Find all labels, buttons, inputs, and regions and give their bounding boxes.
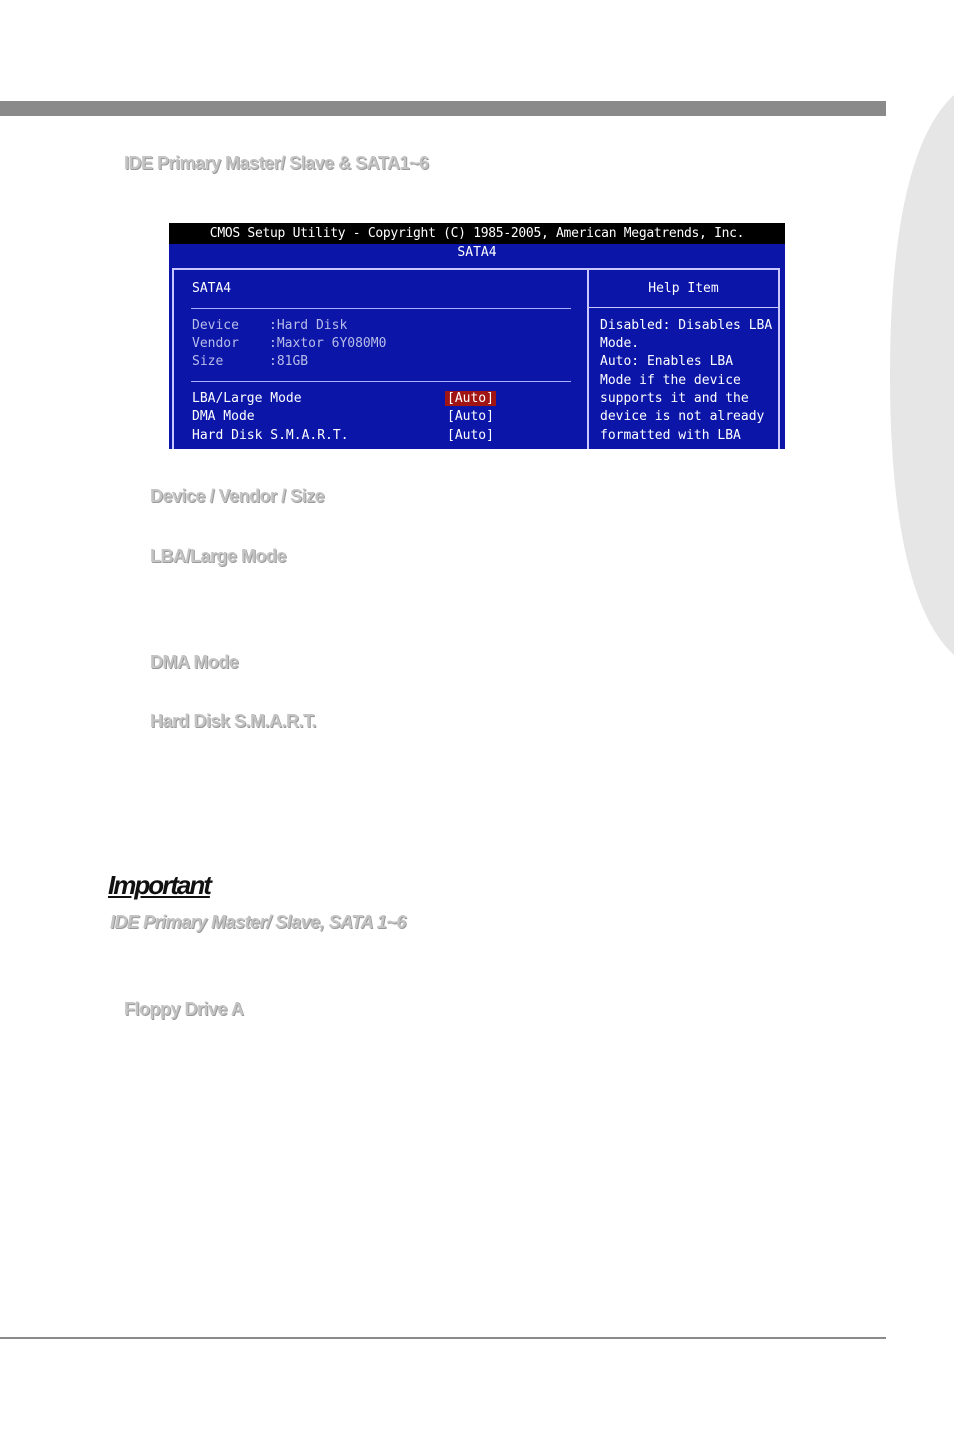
bios-rule-top <box>191 308 571 309</box>
bios-info-value-vendor: :Maxtor 6Y080M0 <box>269 336 387 351</box>
bios-help-line: Auto: Enables LBA <box>600 354 734 369</box>
bios-info-label-device: Device <box>192 318 239 333</box>
bios-screenshot <box>169 223 785 449</box>
bios-info-value-size: :81GB <box>269 354 309 369</box>
item-heading-hard-disk-smart: Hard Disk S.M.A.R.T. <box>150 711 317 731</box>
bios-header-title: CMOS Setup Utility - Copyright (C) 1985-2005, American Megatrends, Inc. <box>209 226 745 241</box>
bios-rule-bottom <box>191 381 571 382</box>
bios-help-line: Mode if the device <box>600 373 741 388</box>
important-label: Important <box>108 870 210 900</box>
bios-setting-lba-label[interactable]: LBA/Large Mode <box>192 391 302 406</box>
bios-setting-smart-value[interactable]: [Auto] <box>447 428 494 443</box>
bios-divider <box>587 270 589 449</box>
bios-info-label-vendor: Vendor <box>192 336 239 351</box>
side-tab-decoration <box>890 95 954 655</box>
bios-setting-dma-label[interactable]: DMA Mode <box>192 409 255 424</box>
bios-help-line: supports it and the <box>600 391 749 406</box>
bios-help-title: Help Item <box>648 281 719 296</box>
bios-help-line: Disabled: Disables LBA <box>600 318 773 333</box>
bios-panel-title: SATA4 <box>192 281 232 296</box>
footer-rule <box>0 1337 886 1339</box>
bios-header-subtitle: SATA4 <box>457 245 497 260</box>
important-subheading: IDE Primary Master/ Slave, SATA 1~6 <box>110 912 406 932</box>
floppy-heading: Floppy Drive A <box>124 999 244 1019</box>
bios-help-rule <box>589 307 778 308</box>
item-heading-device-vendor-size: Device / Vendor / Size <box>150 486 325 506</box>
section-heading: IDE Primary Master/ Slave & SATA1~6 <box>124 153 429 173</box>
bios-info-label-size: Size <box>192 354 224 369</box>
bios-help-line: device is not already <box>600 409 765 424</box>
header-bar <box>0 101 886 116</box>
bios-setting-lba-value[interactable]: [Auto] <box>447 391 494 406</box>
item-heading-dma-mode: DMA Mode <box>150 652 239 672</box>
bios-setting-smart-label[interactable]: Hard Disk S.M.A.R.T. <box>192 428 349 443</box>
bios-help-line: formatted with LBA <box>600 428 741 443</box>
bios-setting-dma-value[interactable]: [Auto] <box>447 409 494 424</box>
bios-help-line: Mode. <box>600 336 640 351</box>
bios-info-value-device: :Hard Disk <box>269 318 348 333</box>
item-heading-lba-large-mode: LBA/Large Mode <box>150 546 287 566</box>
